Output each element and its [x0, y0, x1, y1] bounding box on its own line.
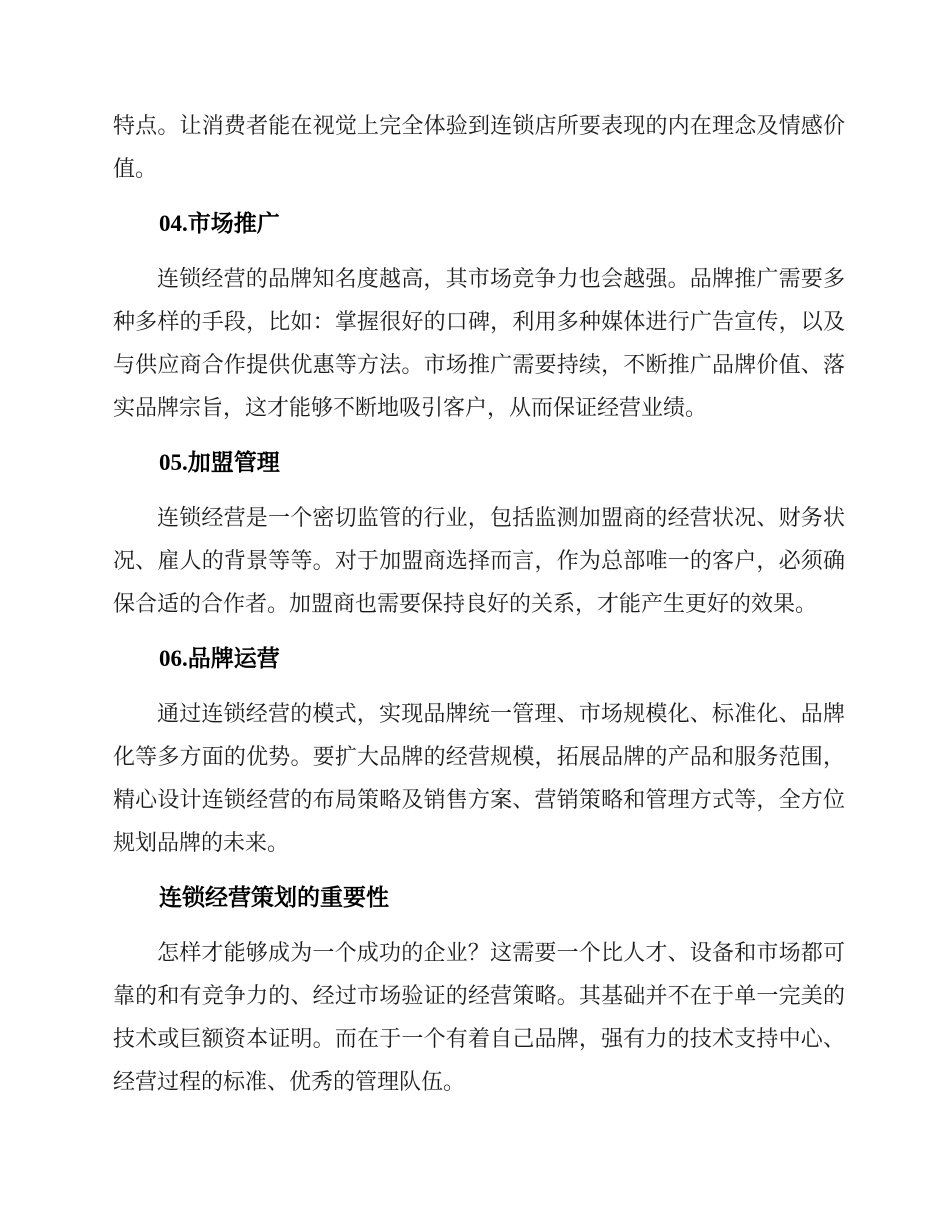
text-line: 特点。让消费者能在视觉上完全体验到连锁店所要表现的内在理念及情感价	[113, 113, 845, 138]
paragraph	[113, 692, 845, 864]
text-line: 况、雇人的背景等等。对于加盟商选择而言，作为总部唯一的客户，必须确	[113, 548, 845, 573]
section-heading	[113, 441, 845, 484]
heading-line: 04.市场推广	[159, 211, 280, 236]
text-line: 连锁经营是一个密切监管的行业，包括监测加盟商的经营状况、财务状	[157, 505, 845, 530]
text-line: 种多样的手段，比如：掌握很好的口碑，利用多种媒体进行广告宣传，以及	[113, 309, 845, 334]
section-heading	[113, 637, 845, 680]
text-line: 实品牌宗旨，这才能够不断地吸引客户，从而保证经营业绩。	[113, 395, 708, 420]
paragraph	[113, 104, 845, 190]
text-line: 保合适的合作者。加盟商也需要保持良好的关系，才能产生更好的效果。	[113, 591, 818, 616]
section-heading	[113, 876, 845, 919]
paragraph	[113, 257, 845, 429]
text-line: 技术或巨额资本证明。而在于一个有着自己品牌，强有力的技术支持中心、	[113, 1026, 845, 1051]
text-line: 精心设计连锁经营的布局策略及销售方案、营销策略和管理方式等，全方位	[113, 787, 845, 812]
document-content	[113, 104, 845, 1103]
text-line: 经营过程的标准、优秀的管理队伍。	[113, 1069, 466, 1094]
text-line: 靠的和有竞争力的、经过市场验证的经营策略。其基础并不在于单一完美的	[113, 983, 845, 1008]
text-line: 与供应商合作提供优惠等方法。市场推广需要持续，不断推广品牌价值、落	[113, 352, 845, 377]
section-heading	[113, 202, 845, 245]
heading-line: 05.加盟管理	[159, 450, 280, 475]
text-line: 值。	[113, 156, 158, 181]
heading-line: 06.品牌运营	[159, 646, 280, 671]
paragraph	[113, 496, 845, 625]
text-line: 化等多方面的优势。要扩大品牌的经营规模，拓展品牌的产品和服务范围，	[113, 744, 845, 769]
heading-line: 连锁经营策划的重要性	[159, 885, 389, 910]
text-line: 怎样才能够成为一个成功的企业？这需要一个比人才、设备和市场都可	[157, 940, 845, 965]
text-line: 规划品牌的未来。	[113, 830, 290, 855]
text-line: 通过连锁经营的模式，实现品牌统一管理、市场规模化、标准化、品牌	[157, 701, 845, 726]
paragraph	[113, 931, 845, 1103]
text-line: 连锁经营的品牌知名度越高，其市场竞争力也会越强。品牌推广需要多	[157, 266, 845, 291]
